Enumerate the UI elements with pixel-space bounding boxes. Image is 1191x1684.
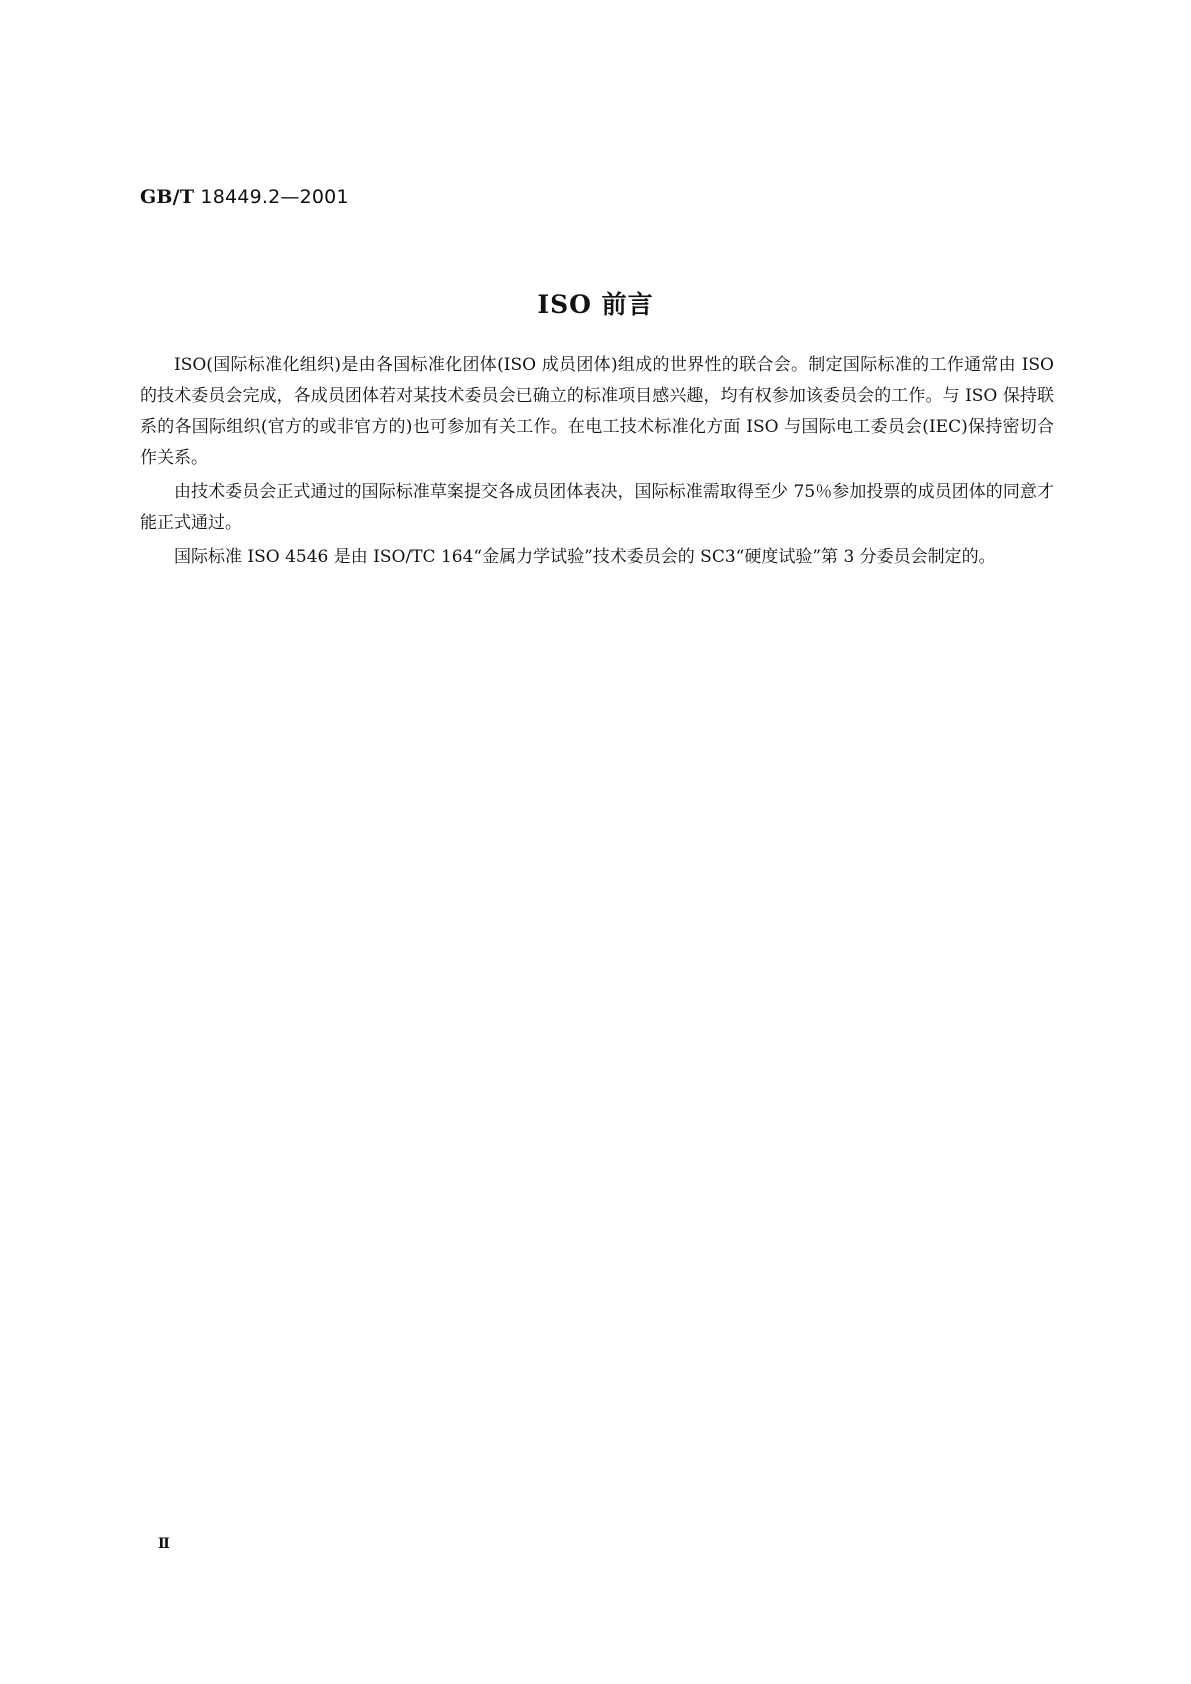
page-title: ISO 前言 xyxy=(537,290,654,319)
standard-code-prefix: GB/T xyxy=(140,186,195,208)
standard-code-number: 18449.2—2001 xyxy=(200,186,349,208)
standard-code xyxy=(140,186,349,208)
page-number: Ⅱ xyxy=(158,1536,170,1552)
paragraph-1: ISO(国际标准化组织)是由各国标准化团体(ISO 成员团体)组成的世界性的联合会。制定国际标准的工作通常由 ISO 的技术委员会完成，各成员团体若对某技术委员会已确立的标准项目感兴趣，均有权参加该委员会的工作。与 ISO 保持联系的各国际组织(官方的或非官方的)也可参加有关工作。在电工技术标准化方面 ISO 与国际电工委员会(IEC)保持密切合作关系。 xyxy=(140,355,1054,468)
paragraph-3: 国际标准 ISO 4546 是由 ISO/TC 164“金属力学试验”技术委员会的 SC3“硬度试验”第 3 分委员会制定的。 xyxy=(174,547,996,567)
body-text xyxy=(140,350,1054,576)
paragraph-2: 由技术委员会正式通过的国际标准草案提交各成员团体表决，国际标准需取得至少 75％参加投票的成员团体的同意才能正式通过。 xyxy=(140,482,1054,533)
